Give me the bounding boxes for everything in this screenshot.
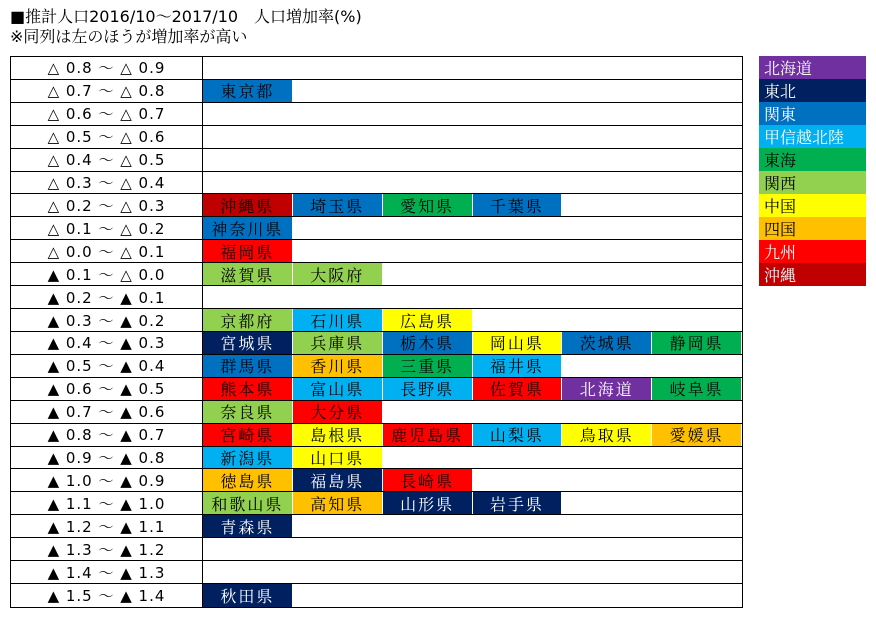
- table-row: [11, 309, 742, 332]
- prefecture-cell: 栃木県: [383, 332, 473, 354]
- table-row: [11, 378, 742, 401]
- legend-item: 中国: [759, 194, 866, 217]
- range-label: ▲ 0.6 ～ ▲ 0.5: [11, 378, 203, 400]
- prefecture-cell: 岡山県: [473, 332, 563, 354]
- table-row: [11, 355, 742, 378]
- prefecture-cell: 北海道: [562, 378, 652, 400]
- prefecture-cell: 長崎県: [383, 469, 473, 491]
- range-label: ▲ 0.7 ～ ▲ 0.6: [11, 401, 203, 423]
- legend-item: 九州: [759, 240, 866, 263]
- prefecture-cell: 東京都: [203, 80, 293, 102]
- prefecture-cell: 香川県: [293, 355, 383, 377]
- prefecture-cell: 福島県: [293, 469, 383, 491]
- table-row: [11, 240, 742, 263]
- prefecture-cell: 埼玉県: [293, 194, 383, 216]
- prefecture-cell: 秋田県: [203, 584, 293, 607]
- range-label: ▲ 0.5 ～ ▲ 0.4: [11, 355, 203, 377]
- prefecture-cell: 群馬県: [203, 355, 293, 377]
- prefecture-cell: 山梨県: [473, 424, 563, 446]
- table-row: [11, 447, 742, 470]
- range-label: △ 0.8 ～ △ 0.9: [11, 57, 203, 79]
- prefecture-cell: 三重県: [383, 355, 473, 377]
- prefecture-cell: 大分県: [293, 401, 383, 423]
- prefecture-cell: 広島県: [383, 309, 473, 331]
- prefecture-cell: 岩手県: [473, 492, 563, 514]
- legend-item: 関東: [759, 102, 866, 125]
- prefecture-cell: 福岡県: [203, 240, 293, 262]
- prefecture-cell: 和歌山県: [203, 492, 293, 514]
- prefecture-cell: 大阪府: [293, 263, 383, 285]
- range-label: ▲ 1.0 ～ ▲ 0.9: [11, 469, 203, 491]
- growth-rate-table: [10, 56, 743, 608]
- table-row: [11, 584, 742, 607]
- table-row: [11, 217, 742, 240]
- range-label: △ 0.5 ～ △ 0.6: [11, 126, 203, 148]
- range-label: ▲ 1.4 ～ ▲ 1.3: [11, 561, 203, 583]
- table-row: [11, 492, 742, 515]
- prefecture-cell: 愛媛県: [652, 424, 742, 446]
- prefecture-cell: 岐阜県: [652, 378, 742, 400]
- table-row: [11, 401, 742, 424]
- prefecture-cell: 宮崎県: [203, 424, 293, 446]
- prefecture-cell: 長野県: [383, 378, 473, 400]
- prefecture-cell: 青森県: [203, 515, 293, 537]
- range-label: △ 0.6 ～ △ 0.7: [11, 103, 203, 125]
- prefecture-cell: 鳥取県: [562, 424, 652, 446]
- chart-note: ※同列は左のほうが増加率が高い: [10, 27, 248, 46]
- range-label: △ 0.7 ～ △ 0.8: [11, 80, 203, 102]
- legend-item: 沖縄: [759, 263, 866, 286]
- table-row: [11, 538, 742, 561]
- range-label: ▲ 0.3 ～ ▲ 0.2: [11, 309, 203, 331]
- prefecture-cell: 滋賀県: [203, 263, 293, 285]
- prefecture-cell: 神奈川県: [203, 217, 293, 239]
- prefecture-cell: 鹿児島県: [383, 424, 473, 446]
- table-row: [11, 561, 742, 584]
- range-label: △ 0.2 ～ △ 0.3: [11, 194, 203, 216]
- table-row: [11, 103, 742, 126]
- legend-item: 四国: [759, 217, 866, 240]
- legend-item: 関西: [759, 171, 866, 194]
- table-row: [11, 332, 742, 355]
- legend-item: 東海: [759, 148, 866, 171]
- range-label: ▲ 1.3 ～ ▲ 1.2: [11, 538, 203, 560]
- prefecture-cell: 山形県: [383, 492, 473, 514]
- range-label: ▲ 0.9 ～ ▲ 0.8: [11, 447, 203, 469]
- prefecture-cell: 千葉県: [473, 194, 563, 216]
- table-row: [11, 286, 742, 309]
- table-row: [11, 469, 742, 492]
- prefecture-cell: 富山県: [293, 378, 383, 400]
- range-label: △ 0.1 ～ △ 0.2: [11, 217, 203, 239]
- prefecture-cell: 京都府: [203, 309, 293, 331]
- range-label: ▲ 0.1 ～ △ 0.0: [11, 263, 203, 285]
- prefecture-cell: 兵庫県: [293, 332, 383, 354]
- range-label: ▲ 0.2 ～ ▲ 0.1: [11, 286, 203, 308]
- prefecture-cell: 静岡県: [652, 332, 742, 354]
- table-row: [11, 515, 742, 538]
- prefecture-cell: 石川県: [293, 309, 383, 331]
- table-row: [11, 126, 742, 149]
- table-row: [11, 172, 742, 195]
- chart-title: ■推計人口2016/10～2017/10 人口増加率(%): [10, 7, 362, 26]
- prefecture-cell: 熊本県: [203, 378, 293, 400]
- legend-item: 東北: [759, 79, 866, 102]
- table-row: [11, 194, 742, 217]
- table-row: [11, 424, 742, 447]
- legend-item: 北海道: [759, 56, 866, 79]
- prefecture-cell: 佐賀県: [473, 378, 563, 400]
- range-label: ▲ 1.5 ～ ▲ 1.4: [11, 584, 203, 607]
- range-label: ▲ 1.1 ～ ▲ 1.0: [11, 492, 203, 514]
- legend-item: 甲信越北陸: [759, 125, 866, 148]
- table-row: [11, 149, 742, 172]
- prefecture-cell: 沖縄県: [203, 194, 293, 216]
- prefecture-cell: 宮城県: [203, 332, 293, 354]
- range-label: ▲ 1.2 ～ ▲ 1.1: [11, 515, 203, 537]
- prefecture-cell: 新潟県: [203, 447, 293, 469]
- range-label: △ 0.0 ～ △ 0.1: [11, 240, 203, 262]
- prefecture-cell: 島根県: [293, 424, 383, 446]
- prefecture-cell: 山口県: [293, 447, 383, 469]
- prefecture-cell: 茨城県: [562, 332, 652, 354]
- range-label: ▲ 0.8 ～ ▲ 0.7: [11, 424, 203, 446]
- table-row: [11, 80, 742, 103]
- range-label: ▲ 0.4 ～ ▲ 0.3: [11, 332, 203, 354]
- prefecture-cell: 高知県: [293, 492, 383, 514]
- range-label: △ 0.4 ～ △ 0.5: [11, 149, 203, 171]
- region-legend: [759, 56, 866, 286]
- table-row: [11, 263, 742, 286]
- range-label: △ 0.3 ～ △ 0.4: [11, 172, 203, 194]
- prefecture-cell: 愛知県: [383, 194, 473, 216]
- prefecture-cell: 福井県: [473, 355, 563, 377]
- prefecture-cell: 徳島県: [203, 469, 293, 491]
- prefecture-cell: 奈良県: [203, 401, 293, 423]
- table-row: [11, 57, 742, 80]
